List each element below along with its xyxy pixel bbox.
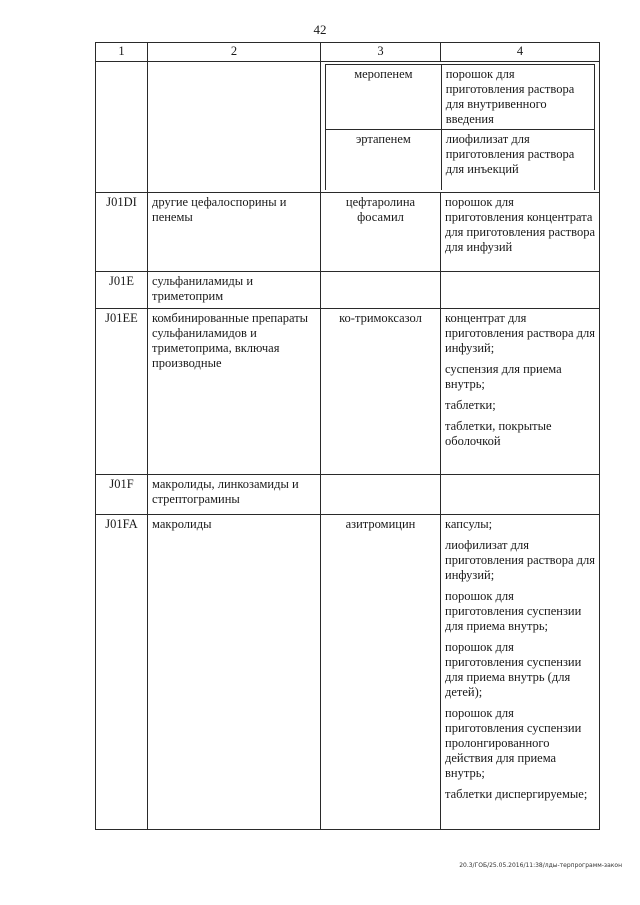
group-name: комбинированные препараты сульфаниламидов и триметоприма, включая производные (148, 308, 321, 474)
atc-code: J01EE (96, 308, 148, 474)
drug-table (95, 42, 600, 830)
dosage-form: капсулы; (445, 516, 493, 531)
dosage-form: суспензия для приема внутрь; (445, 361, 562, 391)
table-row (96, 62, 600, 193)
group-name: другие цефалоспорины и пенемы (148, 192, 321, 271)
dosage-form (441, 474, 600, 514)
dosage-form (441, 271, 600, 308)
table-row (96, 514, 600, 829)
drug-name: ко-тримоксазол (321, 308, 441, 474)
drug-name: эртапенем (326, 130, 442, 190)
sub-table (325, 64, 595, 190)
dosage-form: порошок для приготовления суспензии для приема внутрь; (445, 588, 582, 633)
drug-name (321, 474, 441, 514)
table-row (96, 474, 600, 514)
dosage-form: концентрат для приготовления раствора для инфузий; (445, 310, 595, 355)
header-row (96, 43, 600, 62)
page-number: 42 (313, 22, 327, 37)
group-name (148, 62, 321, 193)
atc-code: J01F (96, 474, 148, 514)
header-col-2: 2 (148, 43, 321, 62)
dosage-form: порошок для приготовления суспензии для приема внутрь (для детей); (445, 639, 582, 699)
atc-code (96, 62, 148, 193)
drug-name: меропенем (326, 65, 442, 130)
dosage-forms (441, 308, 600, 474)
dosage-form: таблетки; (445, 397, 496, 412)
atc-code: J01E (96, 271, 148, 308)
table-row (326, 65, 595, 130)
drug-name (321, 271, 441, 308)
group-name: макролиды, линкозамиды и стрептограмины (148, 474, 321, 514)
dosage-form: порошок для приготовления суспензии пролонгированного действия для приема внутрь; (445, 705, 582, 780)
drug-name: цефтаролина фосамил (321, 192, 441, 271)
table-row (96, 308, 600, 474)
dosage-form: порошок для приготовления раствора для внутривенного введения (441, 65, 594, 130)
dosage-form: таблетки диспергируемые; (445, 786, 588, 801)
drug-name: азитромицин (321, 514, 441, 829)
header-col-3: 3 (321, 43, 441, 62)
header-col-4: 4 (441, 43, 600, 62)
dosage-form: таблетки, покрытые оболочкой (445, 418, 552, 448)
nested-cell (321, 62, 600, 193)
table-row (96, 192, 600, 271)
dosage-form: лиофилизат для приготовления раствора для инъекций (441, 130, 594, 190)
atc-code: J01DI (96, 192, 148, 271)
atc-code: J01FA (96, 514, 148, 829)
footer-file-path: 20.3/ГОБ/25.05.2016/11:38/лды-терпрограмм-закон (459, 862, 622, 869)
group-name: макролиды (148, 514, 321, 829)
table-row (96, 271, 600, 308)
dosage-forms (441, 514, 600, 829)
header-col-1: 1 (96, 43, 148, 62)
group-name: сульфаниламиды и триметоприм (148, 271, 321, 308)
dosage-form: порошок для приготовления концентрата для приготовления раствора для инфузий (441, 192, 600, 271)
table-row (326, 130, 595, 190)
dosage-form: лиофилизат для приготовления раствора для инфузий; (445, 537, 595, 582)
